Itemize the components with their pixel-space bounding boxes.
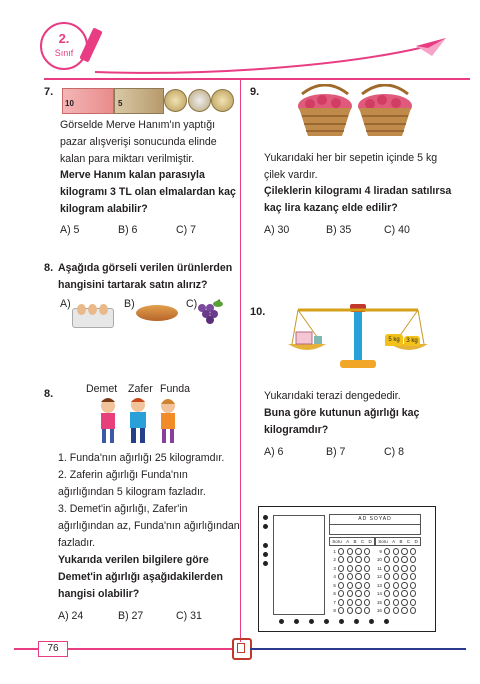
- answer-bubble[interactable]: [384, 599, 390, 606]
- sheet-bottom-marks: [279, 619, 429, 625]
- banknote-5: 5: [114, 88, 164, 114]
- q8b-item-3: 3. Demet'in ağırlığı, Zafer'in ağırlığından az, Funda'nın ağırlığından fazladır.: [58, 503, 240, 549]
- column-divider: [240, 80, 241, 642]
- q10-option-b[interactable]: B) 7: [326, 446, 346, 458]
- sheet-header-right: Soru A B C D: [375, 537, 421, 546]
- q8b-item-2: 2. Zaferin ağırlığı Funda'nın ağırlığından 5 kilogram fazladır.: [58, 469, 206, 498]
- q7-number: 7.: [44, 86, 54, 98]
- q8a-option-a[interactable]: A): [60, 298, 71, 310]
- answer-row: [329, 607, 373, 616]
- answer-bubble[interactable]: [410, 599, 416, 606]
- answer-row-number: 7: [333, 599, 336, 605]
- egg-carton-icon: [72, 302, 112, 326]
- name-zafer: Zafer: [128, 383, 153, 395]
- answer-bubble[interactable]: [355, 548, 361, 555]
- answer-bubble[interactable]: [338, 556, 344, 563]
- answer-bubble[interactable]: [364, 582, 370, 589]
- answer-bubble[interactable]: [393, 556, 399, 563]
- strawberry-basket-1-icon: [296, 84, 354, 140]
- q8b-option-c[interactable]: C) 31: [176, 610, 202, 622]
- answer-row: [329, 581, 373, 590]
- optical-answer-sheet: [258, 506, 436, 632]
- name-funda: Funda: [160, 383, 191, 395]
- q10-question: Buna göre kutunun ağırlığı kaç kilogramdır?: [264, 407, 420, 436]
- answer-bubble[interactable]: [338, 582, 344, 589]
- answer-bubble[interactable]: [347, 607, 353, 614]
- grapes-icon: [194, 298, 224, 326]
- header-swoosh: [90, 36, 450, 78]
- answer-row-number: 5: [333, 582, 336, 588]
- answer-bubble[interactable]: [347, 582, 353, 589]
- q8b-option-b[interactable]: B) 27: [118, 610, 144, 622]
- coin-2: [188, 89, 211, 112]
- q9-text: Yukarıdaki her bir sepetin içinde 5 kg çilek vardır.: [264, 152, 438, 181]
- answer-bubble[interactable]: [364, 607, 370, 614]
- answer-row: [329, 573, 373, 582]
- sheet-bubbles-left: [329, 547, 373, 615]
- q8a-option-c[interactable]: C): [186, 298, 198, 310]
- answer-bubble[interactable]: [338, 599, 344, 606]
- answer-bubble[interactable]: [401, 548, 407, 555]
- answer-bubble[interactable]: [410, 548, 416, 555]
- name-demet: Demet: [86, 383, 118, 395]
- answer-bubble[interactable]: [401, 556, 407, 563]
- answer-bubble[interactable]: [401, 582, 407, 589]
- q7-text: Görselde Merve Hanım'ın yaptığı pazar alışverişi sonucunda elinde kalan para miktarı verilmiştir.: [60, 119, 217, 165]
- q10-option-a[interactable]: A) 6: [264, 446, 284, 458]
- q9-question: Çileklerin kilogramı 4 liradan satılırsa kaç lira kazanç elde edilir?: [264, 185, 452, 214]
- q8a-question: Aşağıda görseli verilen ürünlerden hangisini tartarak satın alırız?: [58, 262, 233, 291]
- answer-bubble[interactable]: [355, 556, 361, 563]
- answer-bubble[interactable]: [393, 565, 399, 572]
- grade-badge: [40, 22, 88, 70]
- answer-bubble[interactable]: [401, 565, 407, 572]
- answer-bubble[interactable]: [410, 607, 416, 614]
- answer-bubble[interactable]: [364, 548, 370, 555]
- answer-row-number: 3: [333, 565, 336, 571]
- q8b-item-1: 1. Funda'nın ağırlığı 25 kilogramdır.: [58, 452, 225, 464]
- grade-label: Sınıf: [54, 48, 74, 58]
- answer-row-number: 11: [377, 565, 382, 571]
- page-number-box: [38, 641, 68, 657]
- answer-bubble[interactable]: [355, 590, 361, 597]
- answer-bubble[interactable]: [384, 565, 390, 572]
- answer-bubble[interactable]: [384, 607, 390, 614]
- answer-bubble[interactable]: [347, 573, 353, 580]
- answer-row-number: 1: [333, 548, 336, 554]
- answer-bubble[interactable]: [410, 590, 416, 597]
- answer-row-number: 15: [376, 599, 382, 605]
- page-number: 76: [47, 643, 59, 654]
- answer-bubble[interactable]: [364, 590, 370, 597]
- answer-row: [329, 590, 373, 599]
- answer-bubble[interactable]: [401, 573, 407, 580]
- q10-text: Yukarıdaki terazi dengededir.: [264, 390, 401, 402]
- q9-number: 9.: [250, 86, 260, 98]
- answer-bubble[interactable]: [338, 607, 344, 614]
- q9-option-c[interactable]: C) 40: [384, 224, 410, 236]
- banknote-10: 10: [62, 88, 114, 114]
- answer-row: [329, 547, 373, 556]
- answer-bubble[interactable]: [410, 582, 416, 589]
- answer-bubble[interactable]: [401, 590, 407, 597]
- answer-bubble[interactable]: [355, 573, 361, 580]
- answer-row: [329, 556, 373, 565]
- answer-bubble[interactable]: [347, 590, 353, 597]
- sheet-bubbles-right: [375, 547, 419, 615]
- q10-number: 10.: [250, 306, 266, 318]
- publisher-logo: [232, 638, 252, 660]
- answer-bubble[interactable]: [355, 599, 361, 606]
- sheet-name-box: [329, 524, 421, 535]
- answer-bubble[interactable]: [338, 565, 344, 572]
- answer-row-number: 14: [376, 591, 382, 597]
- answer-row-number: 13: [376, 582, 382, 588]
- answer-row: [375, 590, 419, 599]
- answer-bubble[interactable]: [393, 590, 399, 597]
- answer-bubble[interactable]: [410, 556, 416, 563]
- answer-bubble[interactable]: [384, 548, 390, 555]
- answer-bubble[interactable]: [384, 573, 390, 580]
- sheet-header-left: Soru A B C D: [329, 537, 375, 546]
- q7-option-c[interactable]: C) 7: [176, 224, 197, 236]
- footer-navy-line: [250, 648, 466, 650]
- answer-bubble[interactable]: [393, 573, 399, 580]
- answer-row: [375, 607, 419, 616]
- strawberry-basket-2-icon: [356, 84, 414, 140]
- q8a-number: 8.: [44, 262, 54, 274]
- q9-option-a[interactable]: A) 30: [264, 224, 290, 236]
- top-rule: [44, 78, 470, 80]
- answer-bubble[interactable]: [338, 590, 344, 597]
- answer-bubble[interactable]: [364, 565, 370, 572]
- answer-bubble[interactable]: [393, 607, 399, 614]
- balance-scale-illustration: [288, 300, 428, 370]
- answer-row-number: 12: [376, 574, 382, 580]
- answer-bubble[interactable]: [401, 607, 407, 614]
- answer-bubble[interactable]: [355, 607, 361, 614]
- answer-bubble[interactable]: [384, 590, 390, 597]
- answer-bubble[interactable]: [393, 548, 399, 555]
- paper-plane-icon: [416, 38, 446, 56]
- answer-bubble[interactable]: [338, 548, 344, 555]
- answer-row-number: 9: [379, 548, 382, 554]
- q8b-number: 8.: [44, 388, 54, 400]
- answer-bubble[interactable]: [401, 599, 407, 606]
- coin-1: [164, 89, 187, 112]
- answer-row: [375, 581, 419, 590]
- sheet-left-column: [273, 515, 325, 615]
- answer-row-number: 10: [376, 557, 382, 563]
- q8a-option-b[interactable]: B): [124, 298, 135, 310]
- answer-bubble[interactable]: [347, 599, 353, 606]
- weight-3kg: 3 kg: [404, 336, 420, 346]
- q7-question: Merve Hanım kalan parasıyla kilogramı 3 TL olan elmalardan kaç kilogram alabilir?: [60, 169, 236, 215]
- answer-bubble[interactable]: [393, 582, 399, 589]
- q8b-question: Yukarıda verilen bilgilere göre Demet'in ağırlığı aşağıdakilerden hangisi olabilir?: [58, 554, 224, 600]
- answer-bubble[interactable]: [347, 556, 353, 563]
- answer-row-number: 4: [333, 574, 336, 580]
- q7-option-a[interactable]: A) 5: [60, 224, 80, 236]
- answer-row-number: 8: [333, 608, 336, 614]
- weight-5kg: 5 kg: [385, 334, 403, 346]
- answer-row: [375, 564, 419, 573]
- q8b-option-a[interactable]: A) 24: [58, 610, 84, 622]
- q10-option-c[interactable]: C) 8: [384, 446, 405, 458]
- q9-option-b[interactable]: B) 35: [326, 224, 352, 236]
- children-illustration: [92, 396, 184, 446]
- answer-bubble[interactable]: [364, 556, 370, 563]
- answer-bubble[interactable]: [355, 565, 361, 572]
- answer-row: [329, 598, 373, 607]
- answer-row-number: 16: [376, 608, 382, 614]
- answer-row: [375, 547, 419, 556]
- bread-icon: [136, 305, 178, 321]
- answer-bubble[interactable]: [410, 573, 416, 580]
- sheet-name-title: AD SOYAD: [329, 514, 421, 525]
- answer-bubble[interactable]: [364, 599, 370, 606]
- coin-3: [211, 89, 234, 112]
- answer-bubble[interactable]: [347, 548, 353, 555]
- answer-row-number: 6: [333, 591, 336, 597]
- answer-row: [375, 598, 419, 607]
- answer-bubble[interactable]: [355, 582, 361, 589]
- answer-row: [375, 556, 419, 565]
- answer-row: [375, 573, 419, 582]
- q7-option-b[interactable]: B) 6: [118, 224, 138, 236]
- answer-bubble[interactable]: [393, 599, 399, 606]
- answer-row-number: 2: [333, 557, 336, 563]
- answer-bubble[interactable]: [410, 565, 416, 572]
- answer-bubble[interactable]: [384, 582, 390, 589]
- sheet-timing-marks: [263, 515, 269, 615]
- answer-bubble[interactable]: [384, 556, 390, 563]
- answer-bubble[interactable]: [347, 565, 353, 572]
- answer-bubble[interactable]: [364, 573, 370, 580]
- grade-number: 2.: [58, 31, 70, 46]
- answer-bubble[interactable]: [338, 573, 344, 580]
- answer-row: [329, 564, 373, 573]
